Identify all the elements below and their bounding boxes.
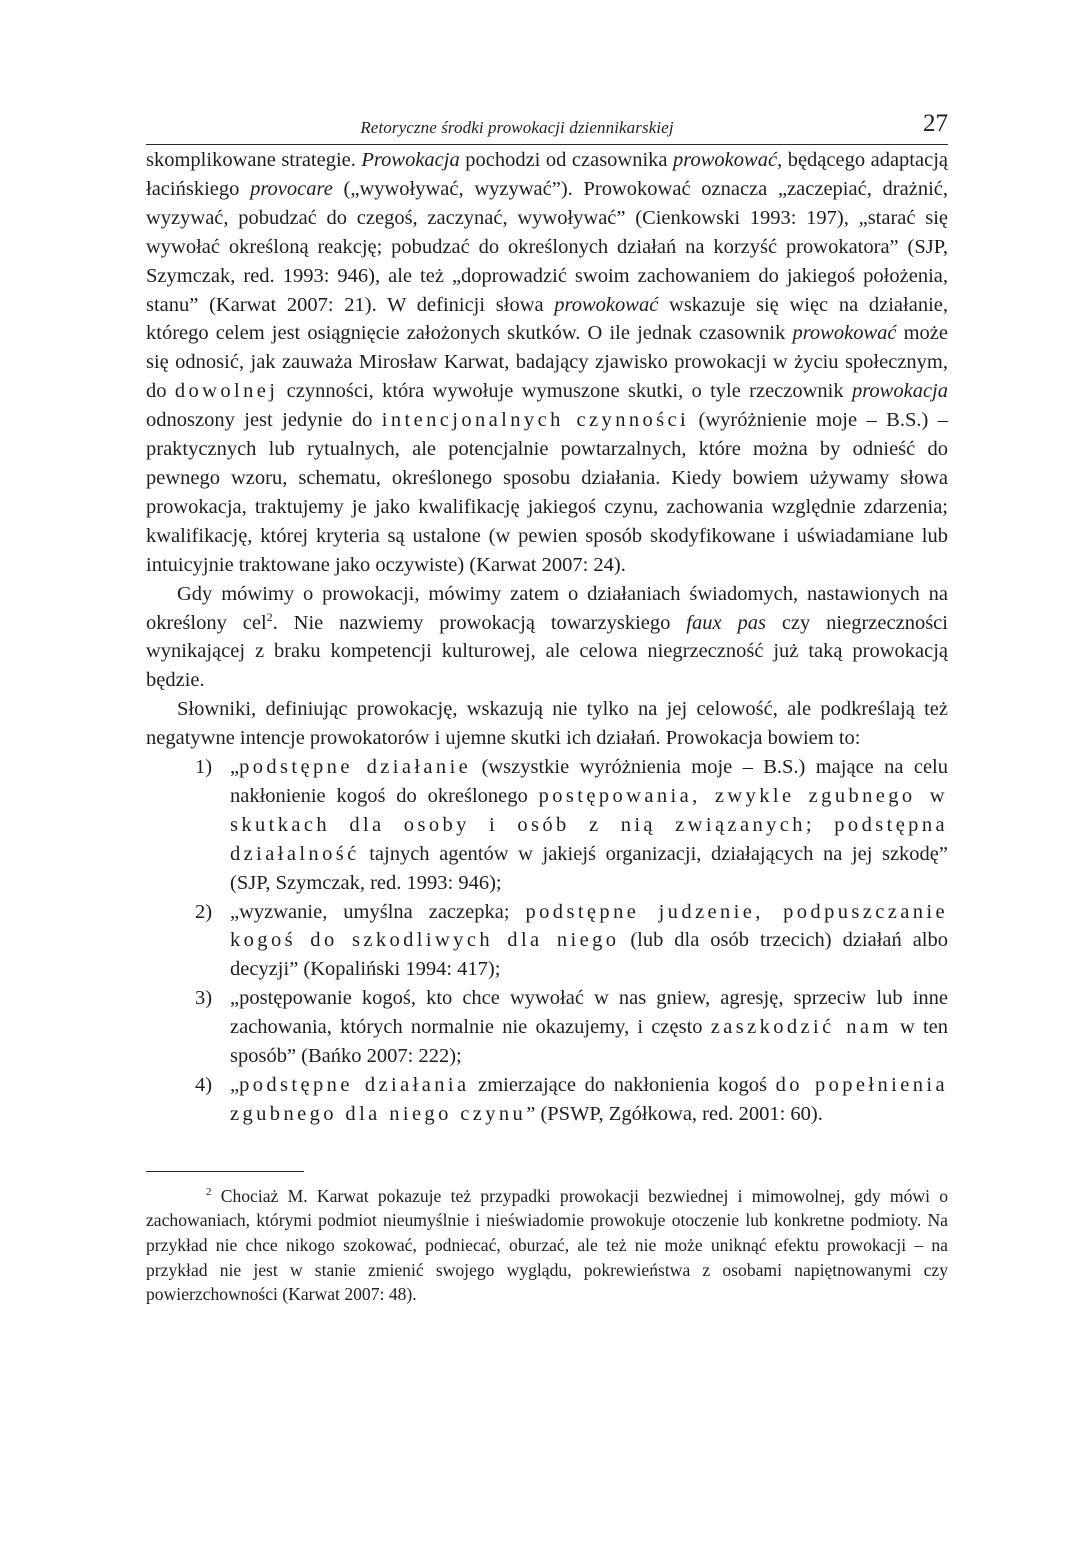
spaced-emphasis: dowolnej	[174, 380, 279, 403]
text-run: „wyzwanie, umyślna zaczepka;	[230, 900, 526, 923]
text-run: skomplikowane strategie.	[146, 149, 362, 171]
text-run: zmierzające do nakłonienia kogoś	[469, 1074, 776, 1096]
text-run: (wszystkie wyróżnienia moje – B.S.) mające na celu nakłonienie kogoś do określonego	[230, 756, 948, 807]
text-run: . Nie nazwiemy prowokacją towarzyskiego	[272, 611, 687, 634]
text-run: , będącego adaptacją łacińskiego	[146, 149, 948, 200]
list-number: 2)	[195, 900, 213, 923]
spaced-emphasis: zaszkodzić nam	[710, 1016, 892, 1039]
page-number: 27	[923, 110, 948, 137]
footnote-divider	[146, 1171, 304, 1172]
spaced-emphasis: podstępne judzenie, podpuszczanie kogoś do szkodliwych dla niego	[230, 900, 948, 952]
list-item	[146, 1071, 948, 1129]
footnote-text: Chociaż M. Karwat pokazuje też przypadki prowokacji bezwiednej i mimowolnej, gdy mówi o zachowaniach, którymi podmiot nieumyślnie i nieświadomie prowokuje otoczenie lub konkretne podmioty. Na przykład nie chce nikogo szokować, podniecać, oburzać, ale też nie może uniknąć efektu prowokacji – na przykład nie jest w stanie zmienić swojego wyglądu, pokrewieństwa z osobami napiętnowanymi czy powierzchowności (Karwat 2007: 48).	[146, 1185, 948, 1305]
italic-term: faux pas	[686, 611, 766, 634]
list-number: 4)	[195, 1074, 213, 1096]
paragraph-1	[146, 146, 948, 580]
body-text	[146, 146, 948, 1129]
text-run: „	[230, 1074, 240, 1096]
paragraph-3: Słowniki, definiując prowokację, wskazują nie tylko na jej celowość, ale podkreślają też negatywne intencje prowokatorów i ujemne skutki ich działań. Prowokacja bowiem to:	[146, 698, 948, 750]
page-header	[146, 112, 948, 145]
text-run: (lub dla osób trzecich) działań albo decyzji” (Kopaliński 1994: 417);	[230, 929, 948, 981]
definition-list	[146, 753, 948, 1129]
footnote-reference[interactable]: 2	[266, 609, 273, 624]
italic-term: provocare	[250, 177, 333, 200]
spaced-emphasis: podstępne działanie	[239, 756, 472, 779]
text-run: „	[230, 756, 240, 779]
italic-term: prowokować	[673, 149, 778, 171]
text-run: wskazuje się więc na działanie, którego celem jest osiągnięcie założonych skutków. O ile jednak czasownik	[146, 293, 948, 345]
italic-term: prowokować	[792, 322, 897, 345]
text-run: („wywoływać, wyzywać”). Prowokować oznacza „zaczepiać, drażnić, wyzywać, pobudzać do czegoś, zaczynać, wywoływać” (Cienkowski 1993: 197), „starać się wywołać określoną reakcję; pobudzać do określonych działań na korzyść prowokatora” (SJP, Szymczak, red. 1993: 946), ale też „doprowadzić swoim zachowaniem do jakiegoś położenia, stanu” (Karwat 2007: 21). W definicji słowa	[146, 177, 948, 316]
text-run: czynności, która wywołuje wymuszone skutki, o tyle rzeczownik	[278, 380, 852, 403]
spaced-emphasis: do popełnienia zgubnego dla niego czynu	[230, 1074, 948, 1125]
text-run: „postępowanie kogoś, kto chce wywołać w nas gniew, agresję, sprzeciw lub inne zachowania, których normalnie nie okazujemy, i często	[230, 987, 948, 1039]
italic-term: prowokować	[554, 293, 659, 316]
text-run: (wyróżnienie moje – B.S.) – praktycznych lub rytualnych, ale potencjalnie powtarzalnych, które można by odnieść do pewnego wzoru, schematu, określonego sposobu działania. Kiedy bowiem używamy słowa prowokacja, traktujemy je jako kwalifikację jakiegoś czynu, zachowania względnie zdarzenia; kwalifikację, której kryteria są ustalone (w pewien sposób skodyfikowane i uświadamiane lub intuicyjnie traktowane jako oczywiste) (Karwat 2007: 24).	[146, 409, 948, 576]
italic-term: prowokacja	[851, 380, 948, 403]
list-item	[146, 753, 948, 898]
text-run: czy niegrzeczności wynikającej z braku kompetencji kulturowej, ale celowa niegrzeczność już taką prowokacją będzie.	[146, 611, 948, 692]
list-number: 1)	[195, 756, 213, 779]
spaced-emphasis: intencjonalnych czynności	[381, 409, 690, 432]
list-item	[146, 984, 948, 1071]
book-page	[146, 112, 948, 1324]
footnote	[146, 1184, 948, 1307]
text-run: może się odnosić, jak zauważa Mirosław Karwat, badający zjawisko prowokacji w życiu społecznym, do	[146, 322, 948, 403]
text-run: ” (PSWP, Zgółkowa, red. 2001: 60).	[526, 1102, 823, 1125]
text-run: Gdy mówimy o prowokacji, mówimy zatem o działaniach świadomych, nastawionych na określony cel	[146, 582, 948, 634]
running-head: Retoryczne środki prowokacji dziennikarskiej	[360, 118, 674, 137]
text-run: w ten sposób” (Bańko 2007: 222);	[230, 1016, 948, 1068]
text-run: tajnych agentów w jakiejś organizacji, działających na jej szkodę” (SJP, Szymczak, red. 1993: 946);	[230, 842, 948, 894]
text-run: pochodzi od czasownika	[459, 149, 674, 171]
list-item	[146, 898, 948, 985]
footnote-mark: 2	[206, 1185, 212, 1198]
italic-term: Prowokacja	[361, 149, 460, 171]
list-number: 3)	[195, 987, 213, 1010]
spaced-emphasis: postępowania, zwykle zgubnego w skutkach dla osoby i osób z nią związanych; podstępna działalność	[230, 784, 948, 865]
spaced-emphasis: podstępne działania	[239, 1074, 470, 1096]
text-run: odnoszony jest jedynie do	[146, 409, 382, 432]
paragraph-2	[146, 580, 948, 696]
